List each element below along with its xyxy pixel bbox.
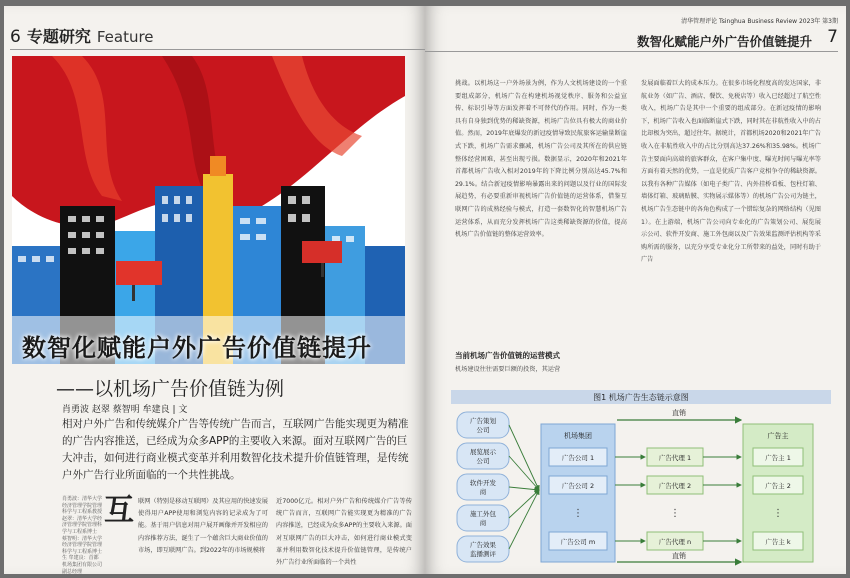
body-column-2: 发展面临着巨大的成本压力。在很多市场化程度高的发达国家，非航业务（如广告、酒店、餐饮、免税店等）收入已经超过了航空性收入，机场广告是其中一个重要的组成部分。在新冠疫情的影响下，机场广告收入也面临断崖式下跌，同时其在非航性收入中的占比却极为突出，超过往年。据统计，首都机场2020和2021年广告收入在非航性收入中的占比分别高达37.26%和35.98%。机场广告主要面向高端的旅客群众，在客户集中度、曝光时间与曝光率等方面有着天然的优势，一直是优质广告客户竞相争夺的稀缺资源。以我有各种广告媒体（如电子类广告、内外挂桥看板、包柱灯箱、墙体灯箱、玻璃贴膜、实物展示媒体等）的机场广告公司为链主，机场广告生态链中的各角色构成了一个错综复杂的网络结构（见图1）。在上游端，机场广告公司向专业化的广告策划公司、展览展示公司、软件开发商、施工外包商以及广告效果监测评估机构等采购所需的服务，以充分享受专业化分工所带来的益处，同时有助于广告 (641, 80, 821, 264)
author-bio: 肖勇波：清华大学经济管理学院管理科学与工程系教授 赵翠：清华大学经济管理学院管理科学与工程系博士 蔡智明：清华大学经济管理学院管理科学与工程系博士生 牟建良：首都机场集团有限公司副总经理 (62, 496, 103, 574)
supplier-node-label: 施工外包 (470, 510, 496, 518)
right-page-number: 7 (827, 27, 838, 47)
direct-sales-label-top: 直销 (672, 409, 686, 417)
header-rule (425, 51, 838, 52)
supplier-node-box (457, 443, 509, 469)
billboard-pole (321, 263, 324, 277)
ad-agent-ellipsis: ⋮ (670, 508, 680, 519)
ad-agent-label: 广告代理 2 (658, 482, 692, 490)
supplier-node-label: 商 (479, 488, 487, 496)
ecosystem-diagram (451, 390, 831, 568)
supplier-node-label: 软件开发 (470, 479, 496, 487)
supplier-node-label: 展览展示 (470, 448, 496, 456)
header-rule (10, 49, 425, 50)
supplier-node-label: 广告效果 (470, 541, 496, 549)
tower-top (210, 156, 226, 176)
left-page-number: 6 (10, 27, 21, 47)
ad-company-ellipsis: ⋮ (573, 508, 583, 519)
supplier-node-label: 商 (479, 519, 487, 527)
supplier-arrow (509, 487, 539, 490)
ad-company-label: 广告公司 1 (561, 454, 595, 462)
supplier-arrow (509, 425, 539, 490)
billboard (116, 261, 162, 285)
body-column-1: 联网（特别是移动互联网）及其应用的快速发展使得用户APP使用和浏览内容的记录成为了可能。基于用户信息对用户展开画像并开发相应的内容推荐方法，诞生了一个蕴含巨大商业价值的市场，即互联网广告。到2022年的市场规模将 (138, 498, 268, 554)
left-page (4, 6, 425, 574)
drop-cap: 互 (104, 493, 134, 528)
body-column-2: 近7000亿元。相对户外广告和传统媒介广告等传统广告而言，互联网广告能实现更为精准的广告内容推送，已经成为众多APP的主要收入来源。面对互联网广告的巨大冲击，如何进行商业模式变革并利用数智化技术提升价值链管理，是传统户外广告行业所面临的一个共性 (276, 498, 412, 567)
supplier-node-box (457, 505, 509, 531)
supplier-node-box (457, 536, 509, 562)
ad-agent-label: 广告代理 n (658, 538, 692, 546)
supplier-arrow (509, 490, 539, 549)
supplier-nodes (457, 412, 539, 562)
column-name-en: Feature (96, 28, 154, 46)
running-head: 清华管理评论 Tsinghua Business Review 2023年 第3期 (681, 18, 838, 25)
article-illustration (12, 56, 405, 364)
body-column-1-continued: 机场建设往往需要巨额的投资，其运营 (455, 366, 561, 373)
figure-1 (451, 390, 831, 568)
advertiser-label: 广告主 1 (765, 454, 791, 462)
ad-agent-label: 广告代理 1 (658, 454, 692, 462)
supplier-node-box (457, 474, 509, 500)
left-page-header (10, 24, 154, 50)
advertiser-title: 广告主 (767, 432, 789, 440)
supplier-node-label: 监播测评 (470, 550, 496, 558)
advertiser-label: 广告主 k (765, 538, 791, 546)
body-column-1: 挑战。以机场这一户外场景为例，作为人文机场建设的一个重要组成部分，机场广告在构建机场视觉秩序、服务和公益宣传、标识引导等方面发挥着不可替代的作用。同时，作为一类具有自身独到优势的稀缺资源，机场广告位具有极大的商业价值。然而，2019年底爆发的新冠疫情导致民航旅客运输量断崖式下跌，机场广告需求骤减，机场广告公司及其所在的供应链整体经营困难，甚至出现亏损。数据显示，2020年和2021年首都机场广告收入相对2019年的下降比例分别高达45.7%和29.1%。结合新冠疫情影响暴露出来的问题以及行业的国际发展趋势，有必要重新审视机场广告价值链的运营体系，借鉴互联网广告的成熟经验与模式，打造一套数智化的智慧机场广告运营体系，从而充分发挥机场广告这类稀缺资源的价值，提高机场广告价值链的整体运营效率。 (455, 80, 627, 239)
supplier-arrow (509, 490, 539, 518)
city-flag-illustration (12, 56, 405, 364)
section-heading: 当前机场广告价值链的运营模式 (455, 351, 560, 360)
direct-sales-label-bottom: 直销 (672, 552, 686, 560)
supplier-arrow (509, 456, 539, 490)
supplier-node-label: 公司 (476, 457, 490, 465)
figure-caption: 图1 机场广告生态链示意图 (451, 390, 831, 404)
right-page (425, 6, 846, 574)
billboard (302, 241, 342, 263)
supplier-node (457, 474, 539, 500)
supplier-node-label: 公司 (476, 426, 490, 434)
ad-company-label: 广告公司 m (560, 538, 596, 546)
article-authors: 肖勇波 赵翠 蔡智明 牟建良 | 文 (62, 405, 188, 415)
supplier-node-box (457, 412, 509, 438)
article-lead: 相对户外广告和传统媒介广告等传统广告而言，互联网广告能实现更为精准的广告内容推送，已经成为众多APP的主要收入来源。面对互联网广告的巨大冲击，如何进行商业模式变革并利用数智化技术提升价值链管理，是传统户外广告行业所面临的一个共性挑战。 (62, 418, 409, 481)
article-title: 数智化赋能户外广告价值链提升 (22, 334, 372, 362)
billboard-pole (132, 285, 135, 301)
article-subtitle: ——以机场广告价值链为例 (56, 378, 285, 400)
advertiser-ellipsis: ⋮ (773, 508, 783, 519)
supplier-node-label: 广告策划 (470, 417, 496, 425)
airport-group-title: 机场集团 (564, 432, 592, 440)
right-header-title: 数智化赋能户外广告价值链提升 (636, 34, 812, 49)
advertiser-label: 广告主 2 (765, 482, 791, 490)
column-name: 专题研究 (26, 27, 91, 46)
ad-company-label: 广告公司 2 (561, 482, 595, 490)
ad-agent-list (615, 448, 741, 550)
